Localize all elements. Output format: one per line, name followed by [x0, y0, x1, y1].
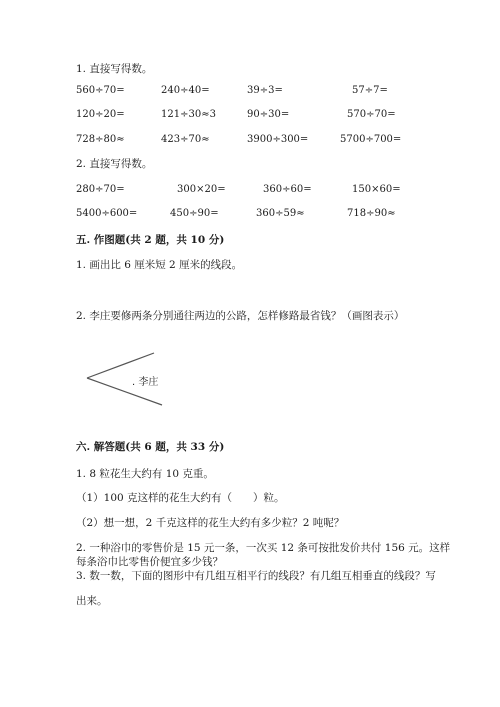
section5-q1: 1. 画出比 6 厘米短 2 厘米的线段。	[76, 259, 243, 271]
q1-item: 570÷70=	[347, 109, 396, 120]
q2-item: 450÷90=	[170, 208, 219, 219]
q1-item: 240÷40=	[161, 85, 210, 96]
section6-q1b: （2）想一想，2 千克这样的花生大约有多少粒？2 吨呢？	[76, 517, 345, 529]
section5-heading: 五. 作图题(共 2 题，共 10 分)	[76, 234, 225, 246]
q1-row-1	[0, 84, 500, 98]
village-label: . 李庄	[132, 377, 159, 388]
q2-row-2	[0, 207, 500, 221]
q1-item: 39÷3=	[247, 85, 283, 96]
q2-item: 280÷70=	[76, 184, 125, 195]
q2-item: 718÷90≈	[347, 208, 396, 219]
q1-item: 120÷20=	[76, 109, 125, 120]
section6-q3-line2: 出来。	[76, 595, 108, 607]
section5-q2: 2. 李庄要修两条分别通往两边的公路，怎样修路最省钱？（画图表示）	[76, 310, 405, 322]
q2-item: 360÷60=	[263, 184, 312, 195]
section6-heading: 六. 解答题(共 6 题，共 33 分)	[76, 441, 225, 453]
q1-row-2	[0, 108, 500, 122]
q1-item: 423÷70≈	[161, 134, 210, 145]
q2-item: 5400÷600=	[76, 208, 138, 219]
q1-item: 560÷70=	[76, 85, 125, 96]
q2-row-1	[0, 183, 500, 197]
q1-item: 90÷30=	[247, 109, 290, 120]
section6-q1: 1. 8 粒花生大约有 10 克重。	[76, 468, 214, 480]
q1-item: 57÷7=	[352, 85, 388, 96]
section6-q3-line1: 3. 数一数，下面的图形中有几组互相平行的线段？有几组互相垂直的线段？写	[76, 570, 436, 582]
q2-title: 2. 直接写得数。	[76, 158, 153, 170]
section6-q1a: （1）100 克这样的花生大约有（ ）粒。	[76, 492, 285, 504]
q1-item: 728÷80≈	[76, 134, 125, 145]
section6-q2-line1: 2. 一种浴巾的零售价是 15 元一条，一次买 12 条可按批发价共付 156 元。这样	[76, 542, 451, 554]
q1-item: 3900÷300=	[247, 134, 309, 145]
q2-item: 150×60=	[352, 184, 401, 195]
upper-road-line	[87, 353, 154, 378]
q1-row-3	[0, 133, 500, 147]
q2-item: 300×20=	[177, 184, 226, 195]
q2-item: 360÷59≈	[256, 208, 305, 219]
q1-item: 121÷30≈3	[161, 109, 216, 120]
section6-q2-line2: 每条浴巾比零售价便宜多少钱？	[76, 556, 223, 568]
q1-item: 5700÷700=	[340, 134, 402, 145]
q1-title: 1. 直接写得数。	[76, 63, 153, 75]
